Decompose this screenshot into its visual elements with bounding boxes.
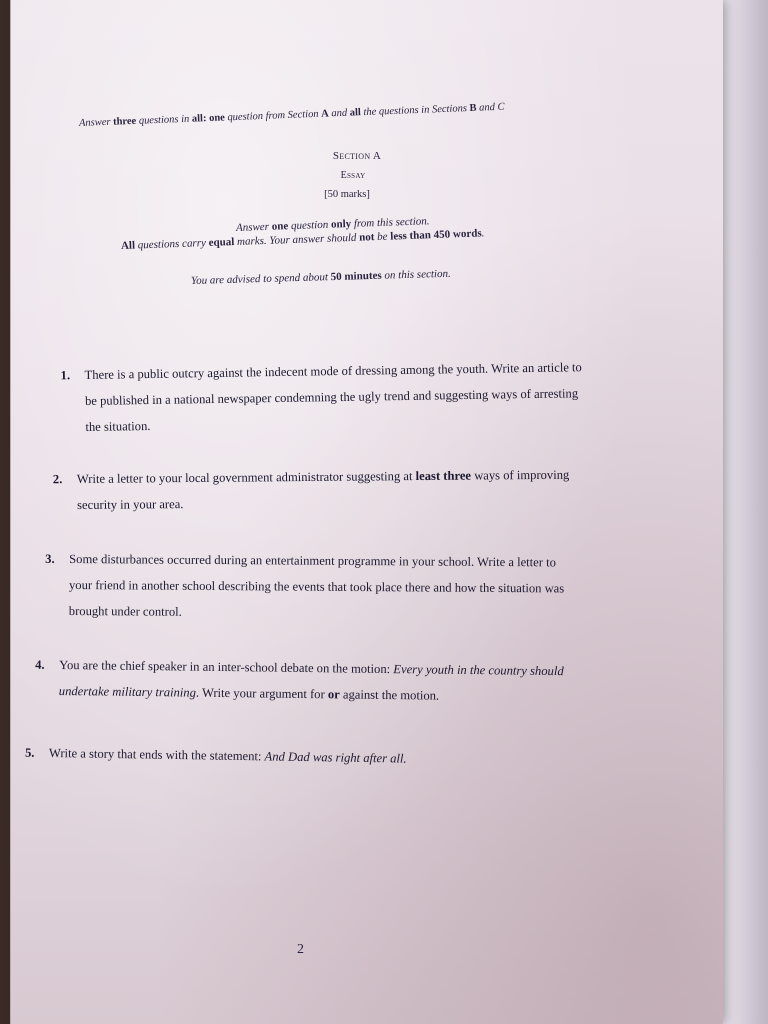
instruction-text: .: [481, 227, 485, 240]
question-text: You are the chief speaker in an inter-school debate on the motion:: [59, 658, 391, 677]
exam-page: [10, 0, 723, 1024]
instruction-text: questions carry: [137, 237, 207, 252]
instruction-text-bold: one: [271, 220, 289, 233]
question-text: Write a story that ends with the statement:: [48, 746, 262, 764]
question-number: 2.: [52, 472, 63, 487]
question-text-bold: or: [327, 687, 340, 702]
question-2: [52, 462, 570, 518]
header-text-bold: A: [321, 108, 330, 120]
instruction-text: You are advised to spend about: [190, 271, 329, 287]
header-text-bold: all:: [191, 113, 207, 125]
question-text: ways of improving: [474, 467, 570, 483]
instruction-text: marks.: [236, 234, 267, 248]
question-number: 3.: [45, 551, 55, 566]
header-text-bold: B: [469, 102, 477, 114]
question-text-bold: least three: [415, 468, 472, 484]
header-text-bold: one: [208, 112, 226, 124]
header-text: questions in: [138, 113, 190, 127]
instruction-text: Answer: [235, 220, 270, 234]
question-text-line: brought under control.: [68, 603, 182, 619]
question-number: 1.: [60, 368, 71, 383]
header-text: Answer: [78, 116, 111, 129]
header-text: and C: [478, 101, 505, 114]
header-text: question from Section: [227, 108, 319, 124]
question-text: against the motion.: [342, 687, 440, 703]
question-text-line: [77, 462, 570, 492]
question-text-line: your friend in another school describing the events that took place there and how the situation was: [68, 578, 565, 596]
question-text-italic: undertake military training: [58, 683, 197, 700]
instruction-text: question: [290, 218, 329, 233]
question-4: [35, 652, 564, 710]
question-1: [60, 354, 582, 440]
question-text-italic: And Dad was right after all.: [264, 749, 407, 766]
question-text-line: There is a public outcry against the indecent mode of dressing among the youth. Write an article to: [84, 360, 582, 383]
subsection-title: Essay: [340, 170, 366, 181]
instruction-text: be: [376, 230, 388, 244]
instruction-text-bold: not: [358, 231, 375, 244]
section-title: Section A: [332, 150, 382, 162]
header-text: and: [331, 107, 348, 120]
question-5: [24, 740, 407, 772]
question-number: 4.: [35, 657, 45, 672]
header-text: the questions in Sections: [363, 103, 468, 119]
header-text-bold: three: [112, 115, 137, 128]
question-text-italic: Every youth in the country should: [393, 662, 564, 679]
question-text-line: [49, 740, 407, 772]
question-text: . Write your argument for: [195, 685, 325, 702]
marks-label: [50 marks]: [324, 189, 370, 200]
instruction-text: from this section.: [353, 215, 430, 230]
instruction-text: on this section.: [384, 267, 451, 282]
instruction-text-bold: equal: [208, 236, 235, 249]
header-text-bold: all: [349, 107, 362, 119]
header-instruction: [79, 102, 505, 129]
instruction-line-3: [191, 268, 451, 287]
instruction-text-bold: 50 minutes: [330, 269, 382, 284]
instruction-text-bold: All: [120, 239, 136, 252]
question-text-line: security in your area.: [77, 497, 184, 512]
question-text-line: the situation.: [85, 418, 151, 434]
question-text-line: Some disturbances occurred during an entertainment programme in your school. Write a letter to: [69, 552, 556, 570]
page-number: 2: [297, 942, 304, 957]
instruction-text: Your answer should: [269, 231, 357, 247]
question-text-line: be published in a national newspaper condemning the ugly trend and suggesting ways of arresting: [84, 386, 579, 408]
question-text: Write a letter to your local government administrator suggesting at: [76, 469, 413, 487]
question-number: 5.: [24, 745, 35, 760]
question-3: [45, 546, 565, 627]
instruction-text-bold: less than 450 words: [390, 227, 482, 243]
instruction-text-bold: only: [330, 217, 352, 231]
